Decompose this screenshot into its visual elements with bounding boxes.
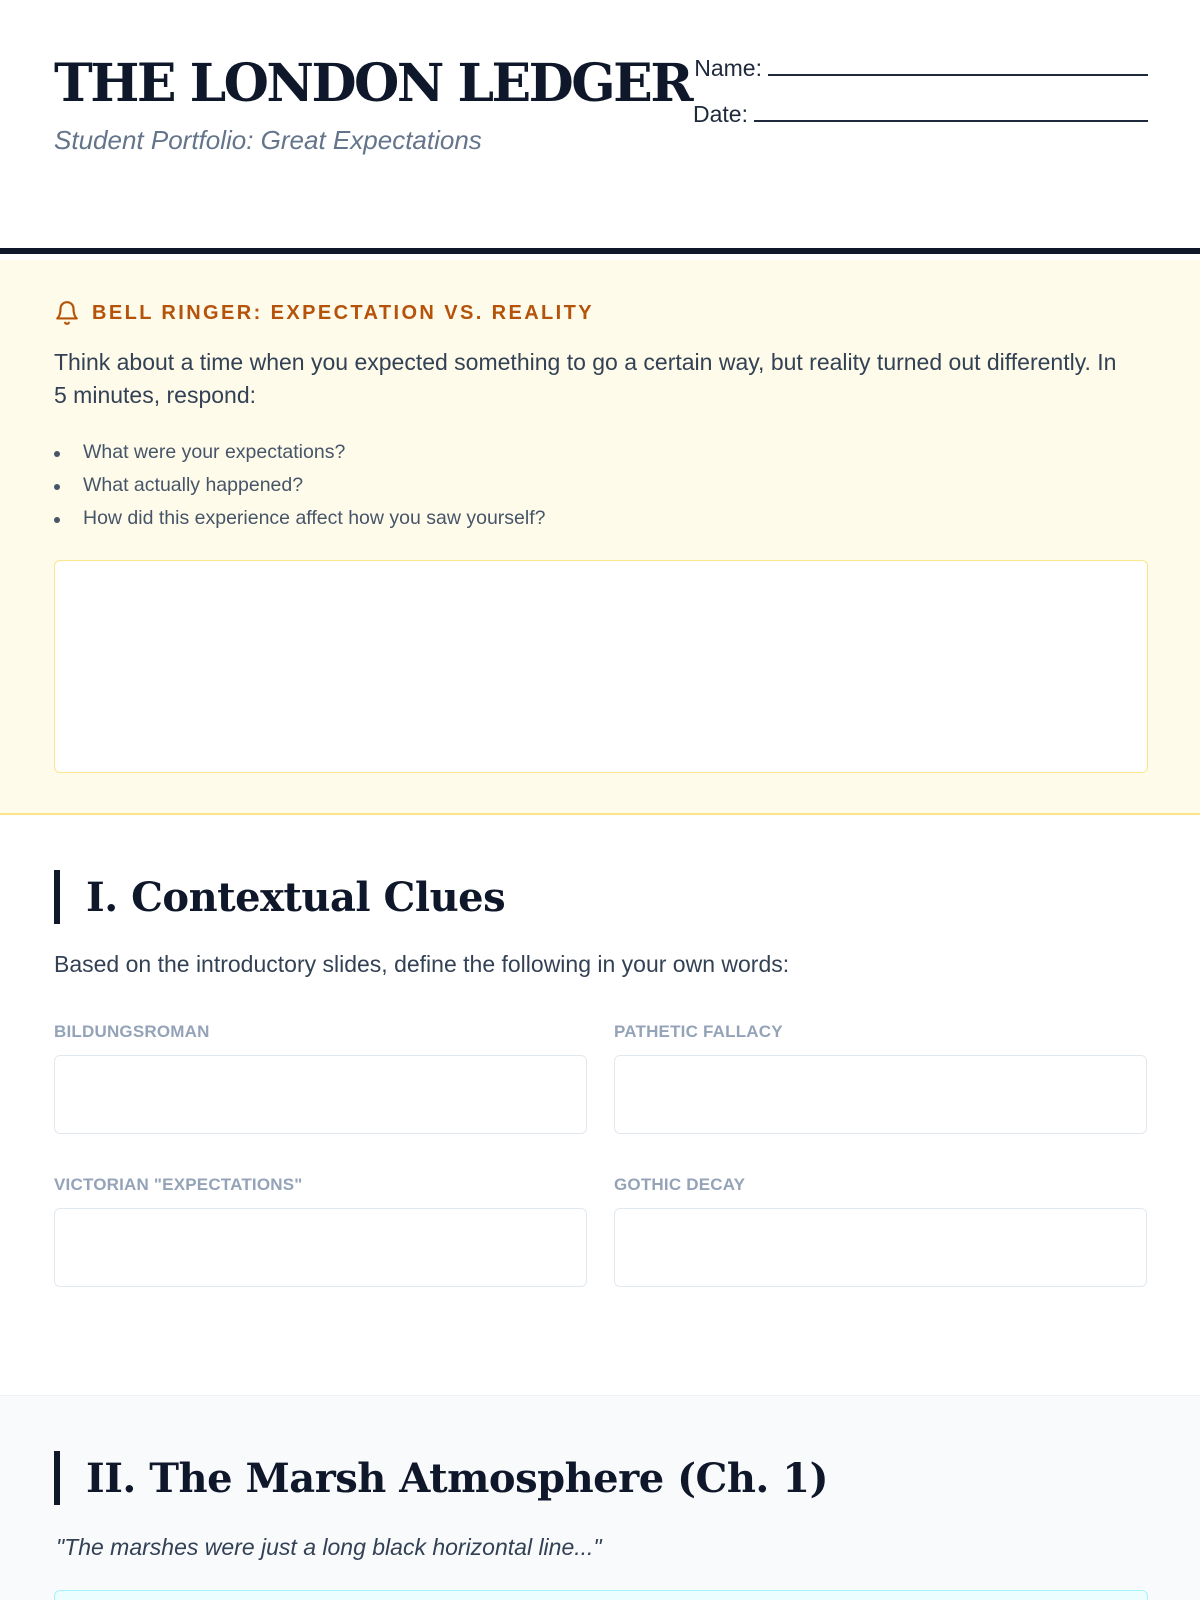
date-label: Date: [693, 101, 748, 127]
bell-ringer-prompt: Think about a time when you expected something to go a certain way, but reality turned out differently. In 5 minutes, respond: [54, 349, 1117, 408]
date-field[interactable] [754, 102, 1148, 122]
masthead-title: THE LONDON LEDGER [54, 53, 692, 114]
contextual-clues-section [0, 817, 1200, 1395]
list-item: What actually happened? [54, 469, 545, 502]
bell-ringer-questions [54, 436, 545, 535]
bell-ringer-section [0, 260, 1200, 815]
section-title: I. Contextual Clues [86, 873, 506, 921]
marsh-quote: "The marshes were just a long black horizontal line..." [56, 1534, 602, 1560]
worksheet-header [0, 0, 1200, 254]
name-field[interactable] [768, 56, 1148, 76]
heading-accent-bar [54, 870, 60, 924]
section-heading [54, 1451, 828, 1505]
marsh-atmosphere-section [0, 1395, 1200, 1600]
bell-ringer-title: BELL RINGER: EXPECTATION VS. REALITY [92, 301, 594, 324]
marsh-analysis-box[interactable] [54, 1590, 1148, 1600]
list-item: What were your expectations? [54, 436, 545, 469]
term-label-pathetic-fallacy: PATHETIC FALLACY [614, 1022, 783, 1041]
portfolio-subtitle: Student Portfolio: Great Expectations [54, 125, 482, 155]
term-input-gothic-decay[interactable] [614, 1208, 1147, 1287]
bell-ringer-heading [54, 300, 594, 326]
heading-accent-bar [54, 1451, 60, 1505]
section-title: II. The Marsh Atmosphere (Ch. 1) [86, 1454, 829, 1502]
bell-ringer-response-box[interactable] [54, 560, 1148, 773]
date-row [693, 102, 1148, 148]
name-label: Name: [694, 55, 762, 81]
name-row [693, 56, 1148, 102]
term-label-victorian-expectations: VICTORIAN "EXPECTATIONS" [54, 1175, 303, 1194]
term-label-bildungsroman: BILDUNGSROMAN [54, 1022, 210, 1041]
term-input-pathetic-fallacy[interactable] [614, 1055, 1147, 1134]
section-description: Based on the introductory slides, define the following in your own words: [54, 951, 790, 977]
section-heading [54, 870, 505, 924]
list-item: How did this experience affect how you saw yourself? [54, 502, 545, 535]
term-input-victorian-expectations[interactable] [54, 1208, 587, 1287]
bell-icon [54, 300, 80, 326]
student-meta [693, 56, 1148, 148]
term-input-bildungsroman[interactable] [54, 1055, 587, 1134]
term-label-gothic-decay: GOTHIC DECAY [614, 1175, 746, 1194]
